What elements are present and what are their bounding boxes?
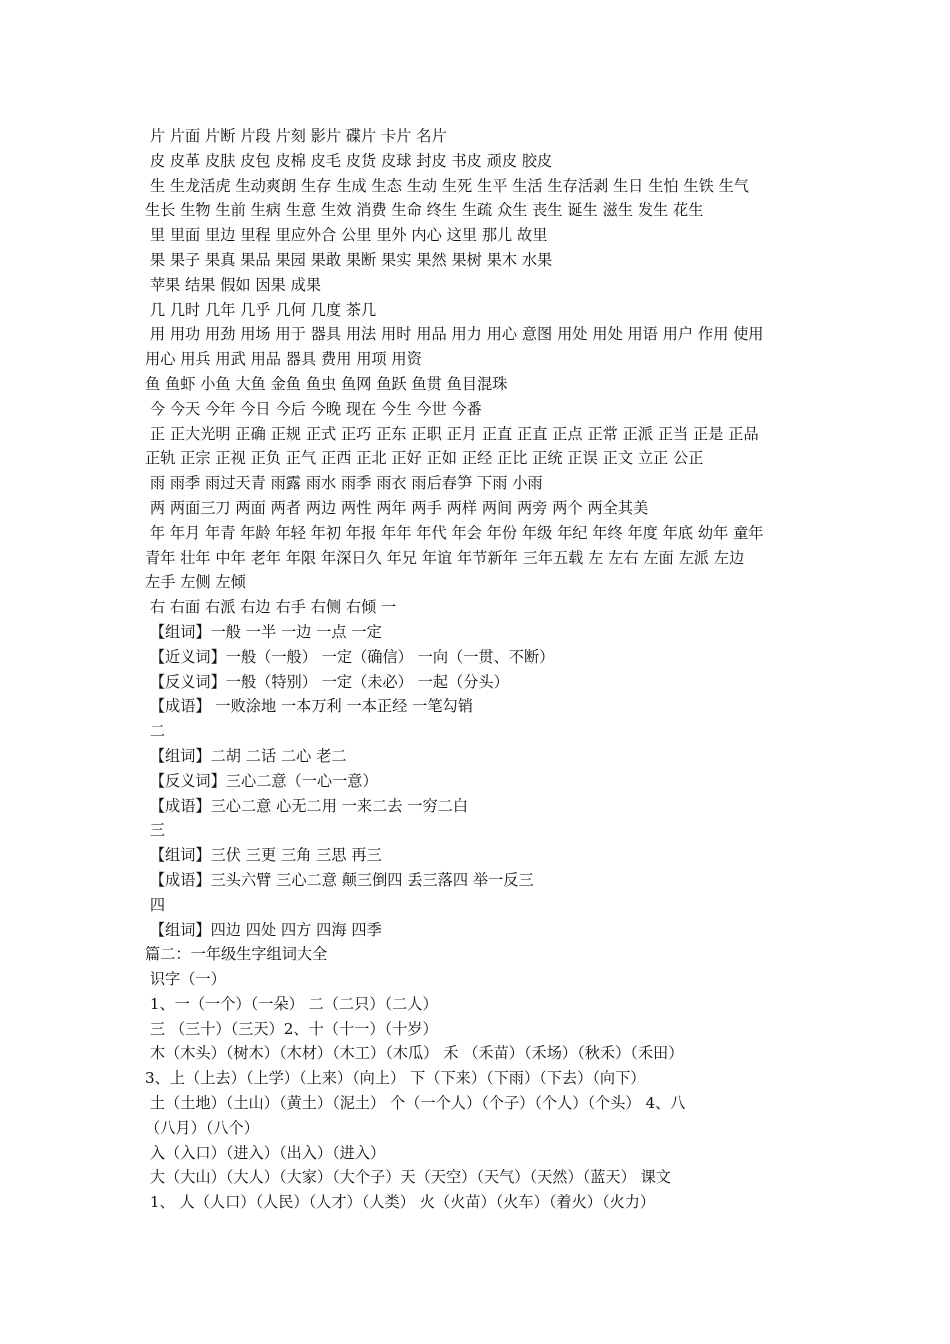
text-line: 生长 生物 生前 生病 生意 生效 消费 生命 终生 生疏 众生 丧生 诞生 滋生 发生 花生 [145,201,704,220]
text-line: 四 [145,895,166,914]
text-line: 木（木头）（树木）（木材）（木工）（木瓜） 禾 （禾苗）（禾场）（秋禾）（禾田） [145,1044,684,1063]
text-line: 三 （三十）（三天）2、十（十一）（十岁） [145,1019,438,1038]
text-line: 年 年月 年青 年龄 年轻 年初 年报 年年 年代 年会 年份 年级 年纪 年终 年度 年底 幼年 童年 [145,523,764,542]
text-line: 【组词】三伏 三更 三角 三思 再三 [145,846,382,865]
text-line: 用心 用兵 用武 用品 器具 费用 用项 用资 [145,350,422,369]
text-line: 入（入口）（进入）（出入）（进入） [145,1143,386,1162]
text-line: 正轨 正宗 正视 正负 正气 正西 正北 正好 正如 正经 正比 正统 正误 正文 立正 公正 [145,449,704,468]
text-line: 青年 壮年 中年 老年 年限 年深日久 年兄 年谊 年节新年 三年五载 左 左右 左面 左派 左边 [145,548,745,567]
text-line: 识字（一） [145,970,226,989]
text-line: 1、一（一个）（一朵） 二（二只）（二人） [145,994,438,1013]
text-line: 果 果子 果真 果品 果园 果敢 果断 果实 果然 果树 果木 水果 [145,250,553,269]
text-line: 【成语】三头六臂 三心二意 颠三倒四 丢三落四 举一反三 [145,870,534,889]
text-line: 【反义词】一般（特别） 一定（未必） 一起（分头） [145,672,509,691]
text-line: 用 用功 用劲 用场 用于 器具 用法 用时 用品 用力 用心 意图 用处 用处 用语 用户 作用 使用 [145,325,764,344]
text-line: 【组词】一般 一半 一边 一点 一定 [145,622,382,641]
text-line: 苹果 结果 假如 因果 成果 [145,275,322,294]
text-line: 【成语】 一败涂地 一本万利 一本正经 一笔勾销 [145,697,473,716]
text-line: 正 正大光明 正确 正规 正式 正巧 正东 正职 正月 正直 正直 正点 正常 正派 正当 正是 正品 [145,424,759,443]
text-line: 【反义词】三心二意（一心一意） [145,771,378,790]
text-line: 1、 人（人口）（人民）（人才）（人类） 火（火苗）（火车）（着火）（火力） [145,1193,656,1212]
text-line: 雨 雨季 雨过天青 雨露 雨水 雨季 雨衣 雨后春笋 下雨 小雨 [145,474,543,493]
text-line: 二 [145,722,166,741]
text-line: 今 今天 今年 今日 今后 今晚 现在 今生 今世 今番 [145,399,482,418]
text-line: 片 片面 片断 片段 片刻 影片 碟片 卡片 名片 [145,127,447,145]
text-line: 三 [145,821,166,840]
text-line: 篇二：一年级生字组词大全 [145,945,328,964]
text-line: 几 几时 几年 几乎 几何 几度 茶几 [145,300,377,319]
text-line: 【成语】三心二意 心无二用 一来二去 一穷二白 [145,796,469,815]
text-line: 皮 皮革 皮肤 皮包 皮棉 皮毛 皮货 皮球 封皮 书皮 顽皮 胶皮 [145,151,553,170]
text-line: 【近义词】一般（一般） 一定（确信） 一向（一贯、不断） [145,647,555,666]
text-line: 土（土地）（土山）（黄土）（泥土） 个（一个人）（个子）（个人）（个头） 4、八 [145,1094,686,1113]
text-line: 里 里面 里边 里程 里应外合 公里 里外 内心 这里 那儿 故里 [145,226,548,245]
text-line: 右 右面 右派 右边 右手 右侧 右倾 一 [145,598,397,617]
text-line: 3、上（上去）（上学）（上来）（向上） 下（下来）（下雨）（下去）（向下） [145,1069,646,1088]
text-line: 左手 左侧 左倾 [145,573,246,592]
text-line: 【组词】二胡 二话 二心 老二 [145,746,347,765]
text-line: 生 生龙活虎 生动爽朗 生存 生成 生态 生动 生死 生平 生活 生存活剥 生日 生怕 生铁 生气 [145,176,749,195]
text-line: （八月）（八个） [145,1118,259,1137]
text-line: 鱼 鱼虾 小鱼 大鱼 金鱼 鱼虫 鱼网 鱼跃 鱼贯 鱼目混珠 [145,374,508,393]
document-body [145,124,810,1215]
text-line: 【组词】四边 四处 四方 四海 四季 [145,920,382,939]
text-line: 大（大山）（大人）（大家）（大个子）天（天空）（天气）（天然）（蓝天） 课文 [145,1168,671,1187]
text-line: 两 两面三刀 两面 两者 两边 两性 两年 两手 两样 两间 两旁 两个 两全其美 [145,498,649,517]
